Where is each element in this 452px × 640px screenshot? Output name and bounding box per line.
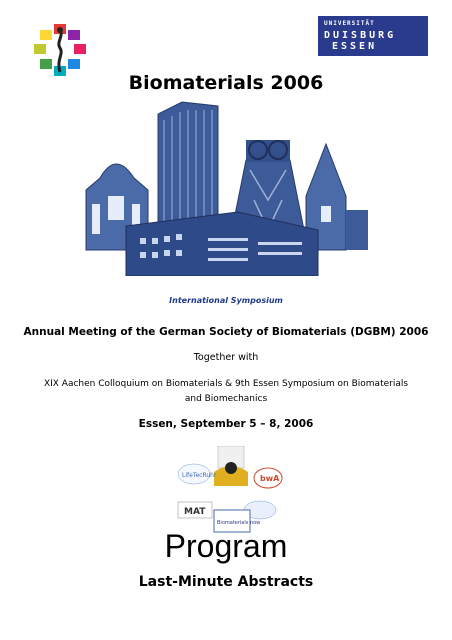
sponsor-logo-lifetec: LifeTecRuhr [182, 472, 217, 479]
event-date: Essen, September 5 – 8, 2006 [138, 418, 314, 430]
symposium-tag: International Symposium [169, 296, 283, 305]
university-name-line2: ESSEN [332, 41, 378, 52]
colloquium-text: XIX Aachen Colloquium on Biomaterials & 9th Essen Symposium on Biomaterials and Biomechanics [43, 379, 409, 404]
conference-title: Biomaterials 2006 [128, 72, 324, 94]
last-minute-abstracts-subtitle: Last-Minute Abstracts [138, 574, 314, 590]
university-label: UNIVERSITÄT [324, 20, 375, 27]
sponsor-logo-mat: MAT [184, 507, 206, 517]
university-logo [318, 16, 428, 56]
city-skyline-illustration [78, 100, 378, 276]
university-name-line1: DUISBURG [324, 30, 397, 41]
sponsor-logos [176, 446, 284, 534]
sponsor-logo-bwa: bwA [260, 474, 280, 483]
sponsor-logo-biomaterials-now: Biomaterials now [217, 520, 261, 526]
annual-meeting-heading: Annual Meeting of the German Society of Biomaterials (DGBM) 2006 [23, 326, 429, 338]
program-heading: Program [164, 528, 288, 564]
society-logo [32, 22, 88, 78]
together-with-text: Together with [193, 352, 259, 363]
